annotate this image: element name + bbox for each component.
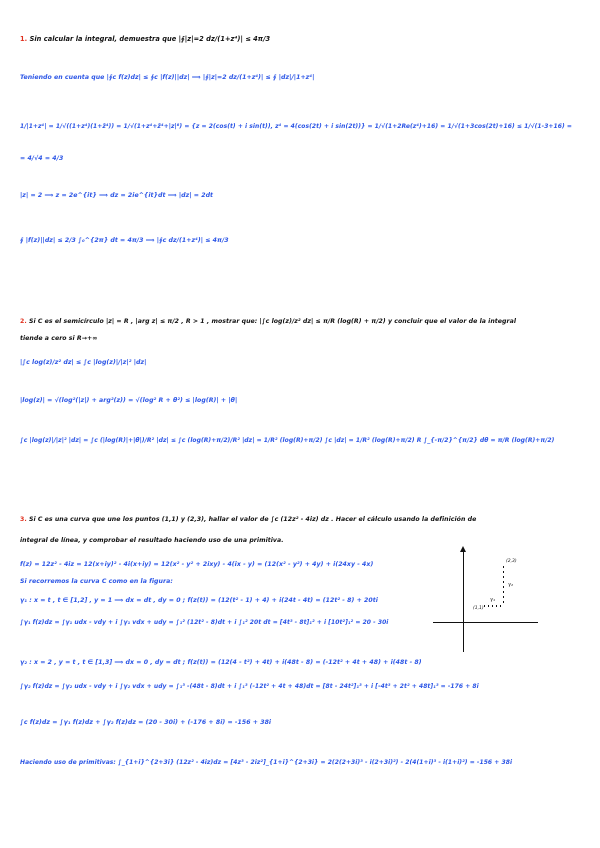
problem-1-conclusion: ∮ |f(z)||dz| ≤ 2/3 ∫₀^{2π} dt = 4π/3 ⟹ |∮c dz/(1+z⁴)| ≤ 4π/3 [20,237,229,244]
problem-1-statement: 1. Sin calcular la integral, demuestra que |∮|z|=2 dz/(1+z⁴)| ≤ 4π/3 [20,35,271,43]
problem-1-param: |z| = 2 ⟹ z = 2e^{it} ⟹ dz = 2ie^{it}dt ⟹ |dz| = 2dt [20,192,214,199]
problem-2-log-bound: |log(z)| = √(log²(|z|) + arg²(z)) = √(log² R + θ²) ≤ |log(R)| + |θ| [20,397,238,404]
y-axis-arrow-icon [460,546,466,552]
problem-1-bound-result: = 4/√4 = 4/3 [20,155,64,162]
problem-1-number: 1. [20,35,28,43]
problem-3-gamma1-integral: ∫γ₁ f(z)dz = ∫γ₁ udx - vdy + i ∫γ₁ vdx + udy = ∫₁² (12t² - 8)dt + i ∫₁² 20t dt = [4t³ - 8t]₁² + i [10t²]₁² = 20 - 30i [20,619,389,626]
problem-2-statement: 2. Si C es el semicírculo |z| = R , |arg z| ≤ π/2 , R > 1 , mostrar que: |∫c log(z)/z² dz| ≤ π/R (log(R) + π/2) y concluir que el valor de la integral [20,318,517,325]
problem-3-function: f(z) = 12z² - 4iz = 12(x+iy)² - 4i(x+iy) = 12(x² - y² + 2ixy) - 4(ix - y) = (12(x² - y²) + 4y) + i(24xy - 4x) [20,561,374,568]
problem-2-statement-cont: tiende a cero si R→+∞ [20,335,98,342]
problem-2-number: 2. [20,318,27,325]
problem-3-statement-cont: integral de línea, y comprobar el resultado haciendo uso de una primitiva. [20,537,284,544]
problem-1-bound-line: 1/|1+z⁴| = 1/√((1+z⁴)(1+z̄⁴)) = 1/√(1+z⁴+z̄⁴+|z|⁸) = {z = 2(cos(t) + i sin(t)), z⁴ = 4(cos(2t) + i sin(2t))} = 1/√(1+2Re(z⁴)+16) = 1/√(1+3cos(2t)+16) ≤ 1/√(1-3+16) = [20,123,572,130]
problem-3-number: 3. [20,516,27,523]
problem-3-total: ∫c f(z)dz = ∫γ₁ f(z)dz + ∫γ₂ f(z)dz = (20 - 30i) + (-176 + 8i) = -156 + 38i [20,719,272,726]
problem-3-gamma2-param: γ₂ : x = 2 , y = t , t ∈ [1,3] ⟹ dx = 0 , dy = dt ; f(z(t)) = (12(4 - t²) + 4t) + i(48t - 8) = (-12t² + 4t + 48) + i(48t - 8) [20,659,422,666]
gamma1-label: γ₁ [490,597,495,603]
x-axis [433,622,538,623]
problem-2-conclusion: ∫c |log(z)|/|z|² |dz| = ∫c (|log(R)|+|θ|)/R² |dz| ≤ ∫c (log(R)+π/2)/R² |dz| = 1/R² (log(R)+π/2) ∫c |dz| = 1/R² (log(R)+π/2) R ∫_{-π/2}^{π/2} dθ = π/R (log(R)+π/2) [20,437,555,444]
problem-1-intro: Teniendo en cuenta que |∮c f(z)dz| ≤ ∮c |f(z)||dz| ⟹ |∮|z|=2 dz/(1+z⁴)| ≤ ∮ |dz|/|1+z⁴| [20,74,315,81]
point-start-label: (1,1) [473,606,484,611]
problem-2-inequality: |∫c log(z)/z² dz| ≤ ∫c |log(z)|/|z|² |dz| [20,359,147,366]
problem-3-gamma1-param: γ₁ : x = t , t ∈ [1,2] , y = 1 ⟹ dx = dt , dy = 0 ; f(z(t)) = (12(t² - 1) + 4) + i(24t - 4t) = (12t² - 8) + 20ti [20,597,378,604]
problem-3-statement: 3. Si C es una curva que une los puntos (1,1) y (2,3), hallar el valor de ∫c (12z² - 4iz) dz . Hacer el cálculo usando la definición de [20,516,477,523]
y-axis [463,550,464,652]
point-end-label: (2,3) [506,559,517,564]
gamma2-label: γ₂ [508,582,513,588]
problem-3-gamma2-integral: ∫γ₂ f(z)dz = ∫γ₂ udx - vdy + i ∫γ₂ vdx + udy = ∫₁³ -(48t - 8)dt + i ∫₁³ (-12t² + 4t + 48)dt = [8t - 24t²]₁³ + i [-4t³ + 2t² + 48t]₁³ = -176 + 8i [20,683,479,690]
problem-3-primitive: Haciendo uso de primitivas: ∫_{1+i}^{2+3i} (12z² - 4iz)dz = [4z³ - 2iz²]_{1+i}^{2+3i} = 2(2(2+3i)³ - i(2+3i)²) - 2(4(1+i)³ - i(1+i)²) = -156 + 38i [20,759,513,766]
problem-3-path-intro: Si recorremos la curva C como en la figura: [20,578,173,585]
